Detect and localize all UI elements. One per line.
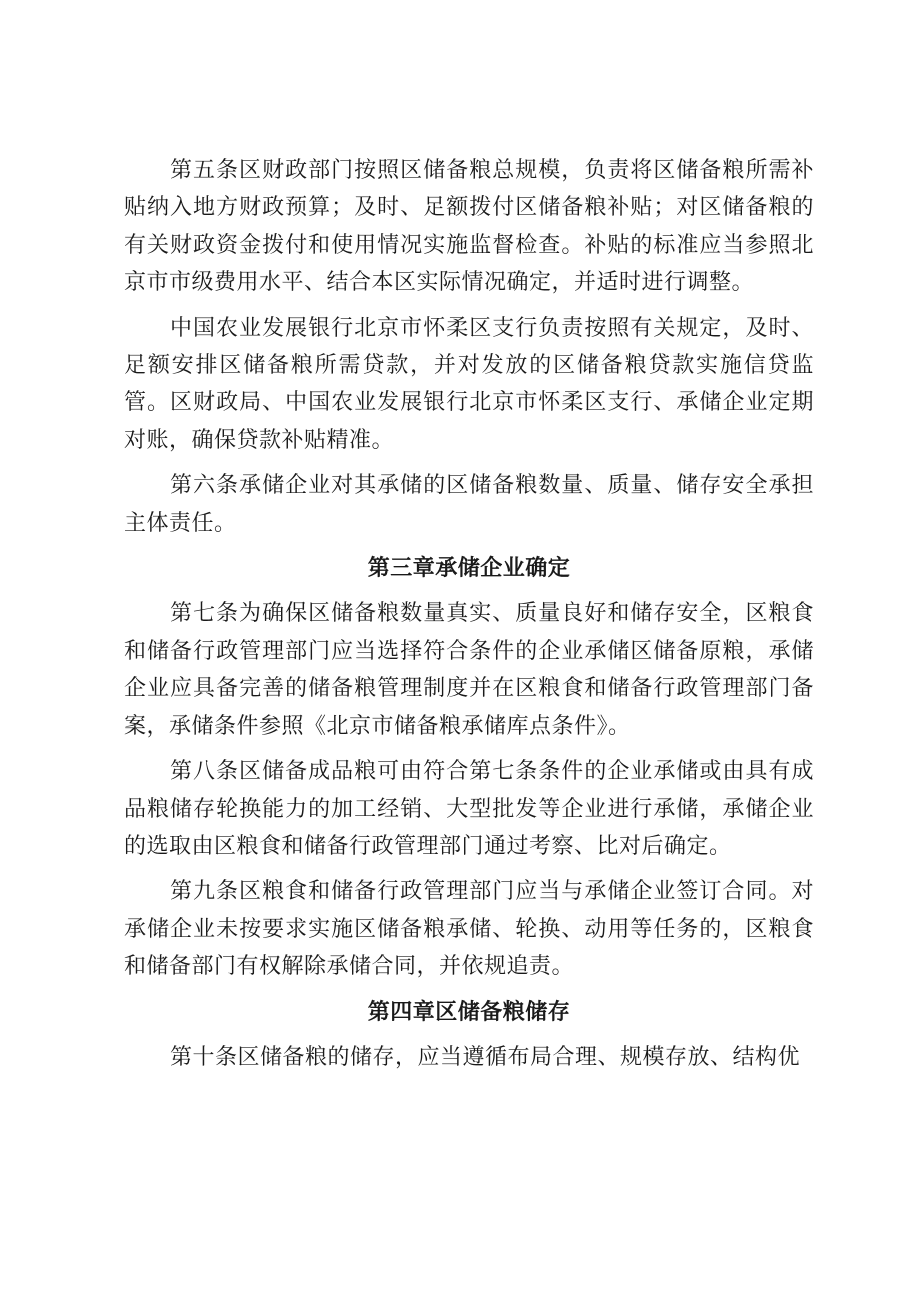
chapter-4-heading: 第四章区储备粮储存 [367, 998, 571, 1025]
article-10-paragraph: 第十条区储备粮的储存，应当遵循布局合理、规模存放、结构优 [170, 1044, 801, 1070]
article-9-paragraph: 第九条区粮食和储备行政管理部门应当与承储企业签订合同。对承储企业未按要求实施区储备粮承储、轮换、动用等任务的，区粮食和储备部门有权解除承储合同，并依规追责。 [124, 879, 814, 980]
article-8-paragraph: 第八条区储备成品粮可由符合第七条条件的企业承储或由具有成品粮储存轮换能力的加工经销、大型批发等企业进行承储，承储企业的选取由区粮食和储备行政管理部门通过考察、比对后确定。 [124, 759, 814, 859]
article-5-paragraph: 第五条区财政部门按照区储备粮总规模，负责将区储备粮所需补贴纳入地方财政预算；及时、足额拨付区储备粮补贴；对区储备粮的有关财政资金拨付和使用情况实施监督检查。补贴的标准应当参照北京市市级费用水平、结合本区实际情况确定，并适时进行调整。 [124, 158, 814, 296]
bank-loan-paragraph: 中国农业发展银行北京市怀柔区支行负责按照有关规定，及时、足额安排区储备粮所需贷款，并对发放的区储备粮贷款实施信贷监管。区财政局、中国农业发展银行北京市怀柔区支行、承储企业定期对账，确保贷款补贴精准。 [124, 315, 814, 453]
article-7-paragraph: 第七条为确保区储备粮数量真实、质量良好和储存安全，区粮食和储备行政管理部门应当选择符合条件的企业承储区储备原粮，承储企业应具备完善的储备粮管理制度并在区粮食和储备行政管理部门备案，承储条件参照《北京市储备粮承储库点条件》。 [124, 601, 814, 739]
chapter-3-heading: 第三章承储企业确定 [367, 555, 571, 582]
article-6-paragraph: 第六条承储企业对其承储的区储备粮数量、质量、储存安全承担主体责任。 [124, 473, 814, 536]
document-page [124, 152, 814, 1084]
